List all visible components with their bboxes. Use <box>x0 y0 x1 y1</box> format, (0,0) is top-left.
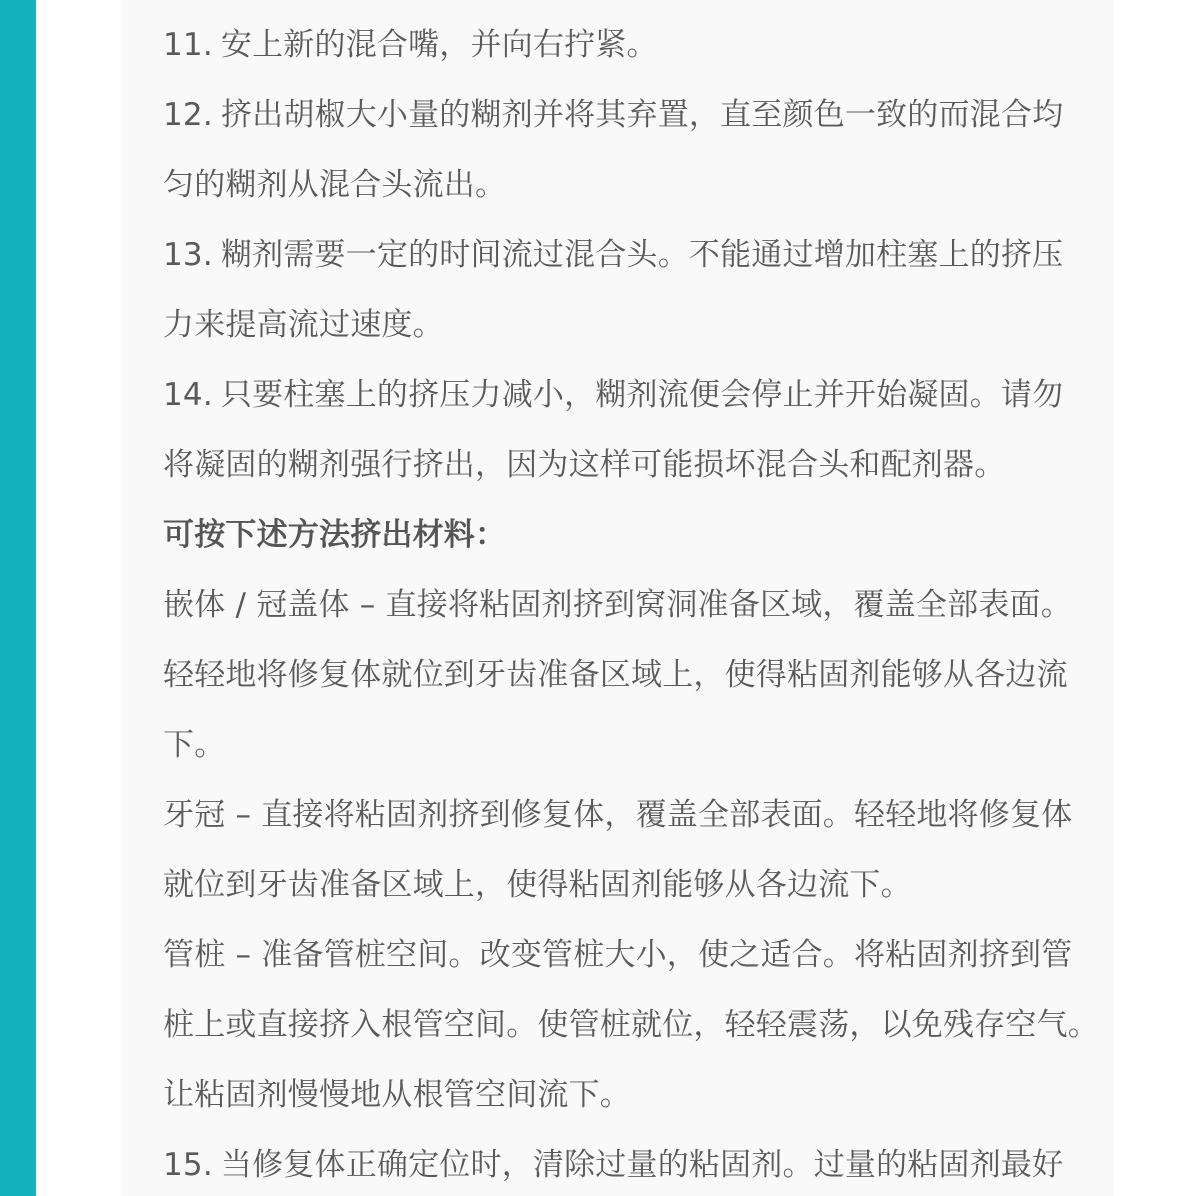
step-14-line-1 <box>163 360 1123 430</box>
method-post-line-3: 让粘固剂慢慢地从根管空间流下。 <box>163 1077 631 1113</box>
instruction-text <box>163 10 1123 1196</box>
step-text: 安上新的混合嘴，并向右拧紧。 <box>220 27 658 63</box>
method-post-line-2: 桩上或直接挤入根管空间。使管桩就位，轻轻震荡，以免残存空气。 <box>163 1007 1099 1043</box>
step-text: 只要柱塞上的挤压力减小，糊剂流便会停止并开始凝固。请勿 <box>220 377 1064 413</box>
method-inlay-line-2: 轻轻地将修复体就位到牙齿准备区域上，使得粘固剂能够从各边流 <box>163 657 1068 693</box>
step-text: 糊剂需要一定的时间流过混合头。不能通过增加柱塞上的挤压 <box>220 237 1064 273</box>
step-11-line-1 <box>163 10 1123 80</box>
step-12-line-1 <box>163 80 1123 150</box>
method-inlay-line-3: 下。 <box>163 727 226 763</box>
step-14-line-2: 将凝固的糊剂强行挤出，因为这样可能损坏混合头和配剂器。 <box>163 447 1006 483</box>
step-number: 11. <box>163 27 213 63</box>
step-text: 当修复体正确定位时，清除过量的粘固剂。过量的粘固剂最好 <box>220 1147 1064 1183</box>
method-inlay-line-1: 嵌体 / 冠盖体 – 直接将粘固剂挤到窝洞准备区域，覆盖全部表面。 <box>163 587 1072 623</box>
step-number: 14. <box>163 377 213 413</box>
step-13-line-2: 力来提高流过速度。 <box>163 307 444 343</box>
step-number: 13. <box>163 237 213 273</box>
step-13-line-1 <box>163 220 1123 290</box>
left-gutter <box>36 0 122 1196</box>
method-crown-line-2: 就位到牙齿准备区域上，使得粘固剂能够从各边流下。 <box>163 867 912 903</box>
section-heading: 可按下述方法挤出材料： <box>163 517 507 553</box>
step-text: 挤出胡椒大小量的糊剂并将其弃置，直至颜色一致的而混合均 <box>220 97 1064 133</box>
right-margin <box>1114 0 1200 1196</box>
step-number: 15. <box>163 1147 213 1183</box>
step-number: 12. <box>163 97 213 133</box>
method-post-line-1: 管桩 – 准备管桩空间。改变管桩大小，使之适合。将粘固剂挤到管 <box>163 937 1073 973</box>
step-12-line-2: 匀的糊剂从混合头流出。 <box>163 167 507 203</box>
method-crown-line-1: 牙冠 – 直接将粘固剂挤到修复体，覆盖全部表面。轻轻地将修复体 <box>163 797 1073 833</box>
step-15-line-1 <box>163 1130 1123 1196</box>
accent-sidebar-bar <box>0 0 36 1196</box>
